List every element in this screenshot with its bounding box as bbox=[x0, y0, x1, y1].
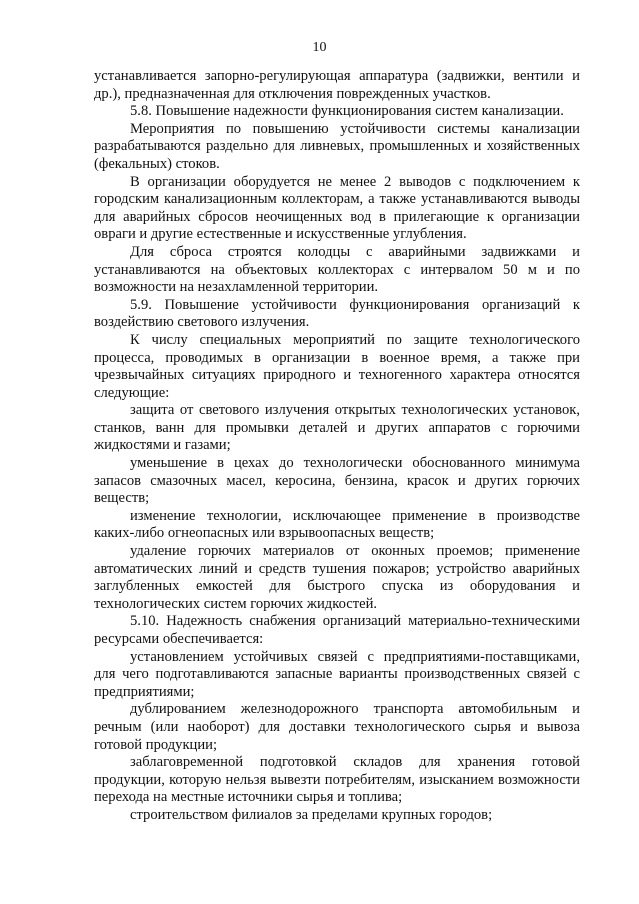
paragraph: изменение технологии, исключающее применение в производстве каких-либо огнеопасных или взрывоопасных веществ; bbox=[94, 507, 580, 542]
paragraph: 5.9. Повышение устойчивости функционирования организаций к воздействию светового излучения. bbox=[94, 296, 580, 331]
paragraph: 5.8. Повышение надежности функционирования систем канализации. bbox=[130, 103, 564, 120]
paragraph: К числу специальных мероприятий по защите технологического процесса, проводимых в организации в военное время, а также при чрезвычайных ситуациях природного и техногенного характера относятся следующие: bbox=[94, 331, 580, 401]
paragraph: строительством филиалов за пределами крупных городов; bbox=[130, 806, 493, 823]
page-number: 10 bbox=[312, 40, 327, 55]
document-body bbox=[94, 68, 580, 825]
paragraph: уменьшение в цехах до технологически обоснованного минимума запасов смазочных масел, керосина, бензина, красок и других горючих веществ; bbox=[94, 455, 580, 507]
paragraph: В организации оборудуется не менее 2 выводов с подключением к городским канализационным коллекторам, а также устанавливаются выводы для аварийных сбросов неочищенных вод в прилегающие к организации овраги и другие естественные и искусственные углубления. bbox=[94, 173, 580, 243]
paragraph: защита от светового излучения открытых технологических установок, станков, ванн для промывки деталей и других аппаратов с горючими жидкостями и газами; bbox=[94, 402, 580, 454]
paragraph: 5.10. Надежность снабжения организаций материально-техническими ресурсами обеспечивается: bbox=[94, 613, 580, 647]
paragraph: дублированием железнодорожного транспорта автомобильным и речным (или наоборот) для доставки технологического сырья и вывоза готовой продукции; bbox=[94, 701, 580, 753]
paragraph: удаление горючих материалов от оконных проемов; применение автоматических линий и средств тушения пожаров; устройство аварийных заглубленных емкостей для быстрого спуска из оборудования и технологических систем горючих жидкостей. bbox=[94, 543, 580, 612]
paragraph: заблаговременной подготовкой складов для хранения готовой продукции, которую нельзя вывезти потребителям, изысканием возможности перехода на местные источники сырья и топлива; bbox=[94, 754, 580, 806]
paragraph: Для сброса строятся колодцы с аварийными задвижками и устанавливаются на объектовых коллекторах с интервалом 50 м и по возможности на незахламленной территории. bbox=[94, 243, 580, 296]
paragraph: Мероприятия по повышению устойчивости системы канализации разрабатываются раздельно для ливневых, промышленных и хозяйственных (фекальных) стоков. bbox=[94, 120, 580, 172]
paragraph: установлением устойчивых связей с предприятиями-поставщиками, для чего подготавливаются запасные варианты производственных связей с предприятиями; bbox=[94, 648, 580, 700]
paragraph: устанавливается запорно-регулирующая аппаратура (задвижки, вентили и др.), предназначенная для отключения поврежденных участков. bbox=[94, 68, 580, 102]
